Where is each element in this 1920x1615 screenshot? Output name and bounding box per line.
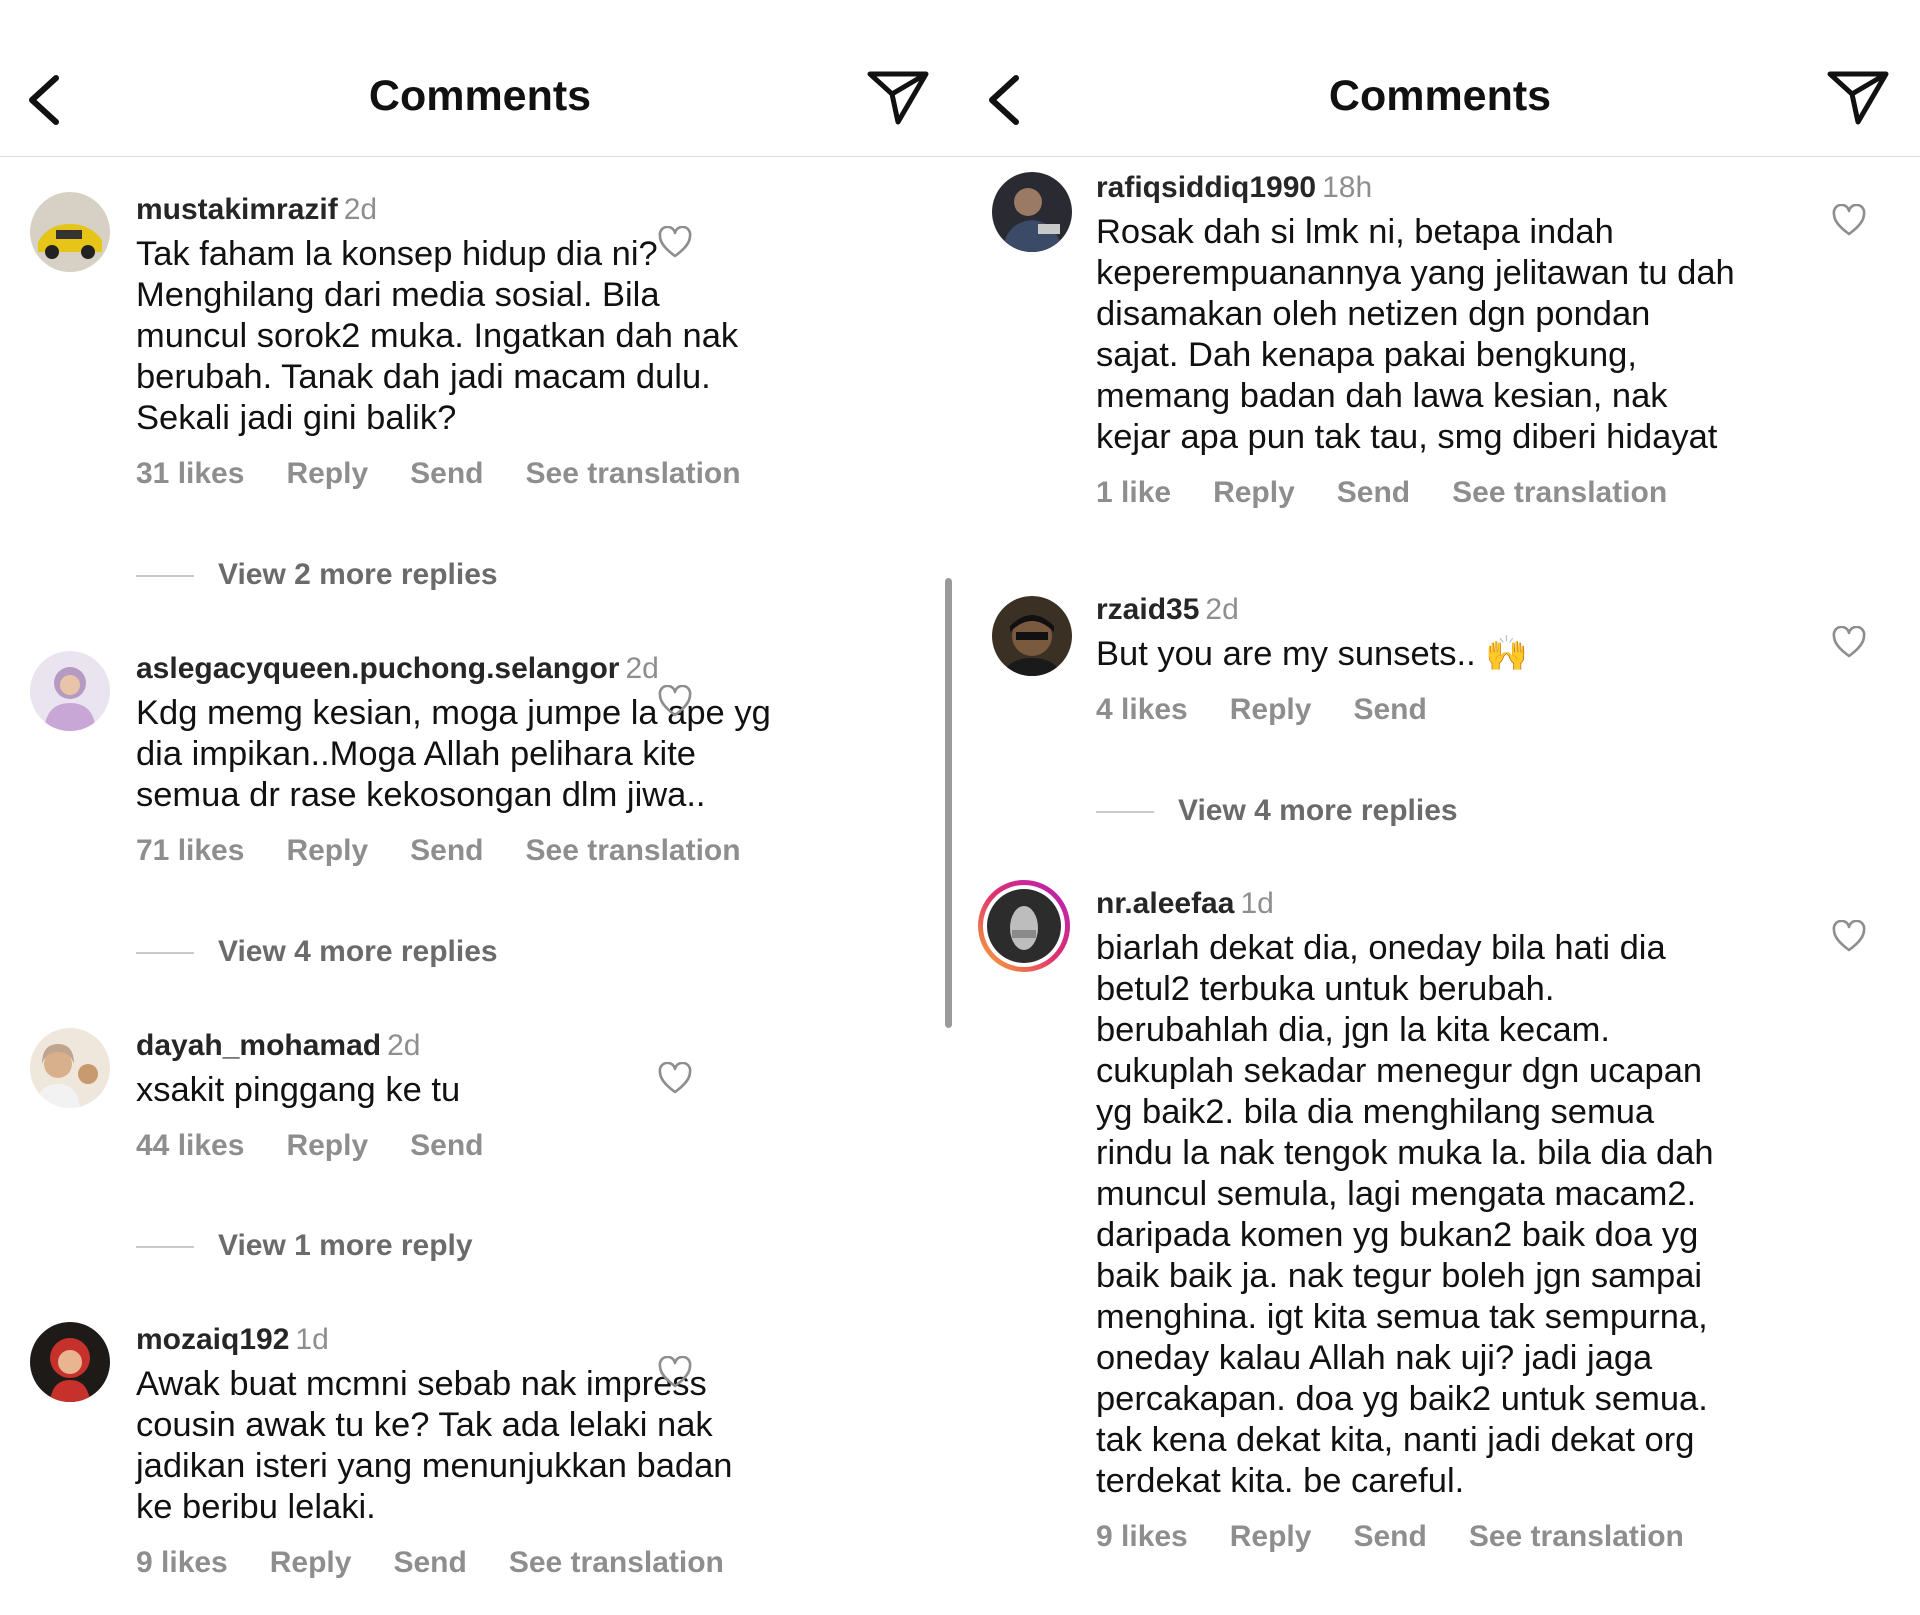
timestamp: 2d <box>625 652 659 685</box>
replies-divider <box>136 952 194 954</box>
view-more-replies-button[interactable] <box>136 935 498 969</box>
replies-divider <box>1096 811 1154 813</box>
view-more-replies-button[interactable] <box>136 1229 473 1263</box>
likes-count[interactable]: 4 likes <box>1096 693 1188 726</box>
timestamp: 1d <box>1240 887 1274 920</box>
heart-outline-icon[interactable] <box>1832 204 1866 238</box>
view-replies-label: View 2 more replies <box>218 558 498 591</box>
paper-plane-icon <box>1826 68 1890 128</box>
comment-text: But you are my sunsets.. 🙌 <box>1096 635 1529 673</box>
see-translation-button[interactable]: See translation <box>525 457 741 490</box>
avatar[interactable] <box>992 596 1072 676</box>
username-link[interactable]: nr.aleefaa <box>1096 887 1235 920</box>
see-translation-button[interactable]: See translation <box>1452 476 1668 509</box>
comment-text: Kdg memg kesian, moga jumpe la ape yg dia impikan..Moga Allah pelihara kite semua dr rase kekosongan dlm jiwa.. <box>136 694 771 814</box>
share-button[interactable] <box>1826 68 1890 128</box>
heart-outline-icon[interactable] <box>1832 626 1866 660</box>
share-button[interactable] <box>866 68 930 128</box>
reply-button[interactable]: Reply <box>269 1546 352 1579</box>
page-title: Comments <box>1328 72 1552 120</box>
comment-text: Awak buat mcmni sebab nak impress cousin awak tu ke? Tak ada lelaki nak jadikan isteri yang menunjukkan badan ke beribu lelaki. <box>136 1365 733 1526</box>
page-title: Comments <box>368 72 592 120</box>
avatar[interactable] <box>30 1028 110 1108</box>
comment-text: xsakit pinggang ke tu <box>136 1071 461 1109</box>
reply-button[interactable]: Reply <box>1229 1520 1312 1553</box>
see-translation-button[interactable]: See translation <box>508 1546 724 1579</box>
send-button[interactable]: Send <box>410 457 484 490</box>
send-button[interactable]: Send <box>1336 476 1411 509</box>
username-link[interactable]: rzaid35 <box>1096 593 1200 626</box>
likes-count[interactable]: 71 likes <box>136 834 245 867</box>
avatar[interactable] <box>30 192 110 272</box>
send-button[interactable]: Send <box>410 1129 484 1162</box>
comments-panel-right <box>960 0 1920 1615</box>
view-replies-label: View 4 more replies <box>1178 794 1458 827</box>
heart-outline-icon[interactable] <box>658 226 692 260</box>
username-link[interactable]: aslegacyqueen.puchong.selangor <box>136 652 620 685</box>
view-more-replies-button[interactable] <box>1096 794 1458 828</box>
username-link[interactable]: mustakimrazif <box>136 193 338 226</box>
timestamp: 2d <box>343 193 378 226</box>
likes-count[interactable]: 9 likes <box>1096 1520 1188 1553</box>
reply-button[interactable]: Reply <box>286 1129 369 1162</box>
comment-text: biarlah dekat dia, oneday bila hati dia betul2 terbuka untuk berubah. berubahlah dia, jgn la kita kecam. cukuplah sekadar menegur dgn ucapan yg baik2. bila dia menghilang semua rindu la nak tengok muka la. bila dia dah muncul semula, lagi mengata macam2. daripada komen yg bukan2 baik doa yg baik baik ja. nak tegur boleh jgn sampai menghina. igt kita semua tak sempurna, oneday kalau Allah nak uji? jadi jaga percakapan. doa yg baik2 untuk semua. tak kena dekat kita, nanti jadi dekat org terdekat kita. be careful. <box>1096 929 1714 1500</box>
reply-button[interactable]: Reply <box>286 457 369 490</box>
header <box>960 0 1920 157</box>
send-button[interactable]: Send <box>1353 1520 1427 1553</box>
see-translation-button[interactable]: See translation <box>1468 1520 1684 1553</box>
view-replies-label: View 1 more reply <box>218 1229 473 1262</box>
replies-divider <box>136 575 194 577</box>
username-link[interactable]: rafiqsiddiq1990 <box>1096 171 1317 204</box>
view-more-replies-button[interactable] <box>136 558 498 592</box>
heart-outline-icon[interactable] <box>658 1062 692 1096</box>
timestamp: 2d <box>387 1029 421 1062</box>
reply-button[interactable]: Reply <box>286 834 369 867</box>
heart-outline-icon[interactable] <box>658 685 692 719</box>
likes-count[interactable]: 1 like <box>1096 476 1172 509</box>
username-link[interactable]: dayah_mohamad <box>136 1029 382 1062</box>
avatar[interactable] <box>30 651 110 731</box>
heart-outline-icon[interactable] <box>1832 920 1866 954</box>
timestamp: 18h <box>1322 171 1373 204</box>
comment-text: Rosak dah si lmk ni, betapa indah keperempuanannya yang jelitawan tu dah disamakan oleh netizen dgn pondan sajat. Dah kenapa pakai bengkung, memang badan dah lawa kesian, nak kejar apa pun tak tau, smg diberi hidayat <box>1096 213 1735 456</box>
send-button[interactable]: Send <box>1353 693 1427 726</box>
avatar[interactable] <box>992 172 1072 252</box>
heart-outline-icon[interactable] <box>658 1356 692 1390</box>
view-replies-label: View 4 more replies <box>218 935 498 968</box>
see-translation-button[interactable]: See translation <box>525 834 741 867</box>
likes-count[interactable]: 44 likes <box>136 1129 245 1162</box>
timestamp: 2d <box>1205 593 1239 626</box>
reply-button[interactable]: Reply <box>1213 476 1295 509</box>
likes-count[interactable]: 31 likes <box>136 457 245 490</box>
replies-divider <box>136 1246 194 1248</box>
send-button[interactable]: Send <box>410 834 484 867</box>
send-button[interactable]: Send <box>393 1546 467 1579</box>
avatar-story-ring[interactable] <box>976 878 1072 974</box>
header <box>0 0 960 157</box>
comment-text: Tak faham la konsep hidup dia ni? Menghilang dari media sosial. Bila muncul sorok2 muka. Ingatkan dah nak berubah. Tanak dah jadi macam dulu. Sekali jadi gini balik? <box>136 235 739 437</box>
username-link[interactable]: mozaiq192 <box>136 1323 290 1356</box>
avatar[interactable] <box>30 1322 110 1402</box>
likes-count[interactable]: 9 likes <box>136 1546 228 1579</box>
timestamp: 1d <box>295 1323 329 1356</box>
reply-button[interactable]: Reply <box>1229 693 1312 726</box>
scrollbar[interactable] <box>945 578 952 1028</box>
paper-plane-icon <box>866 68 930 128</box>
